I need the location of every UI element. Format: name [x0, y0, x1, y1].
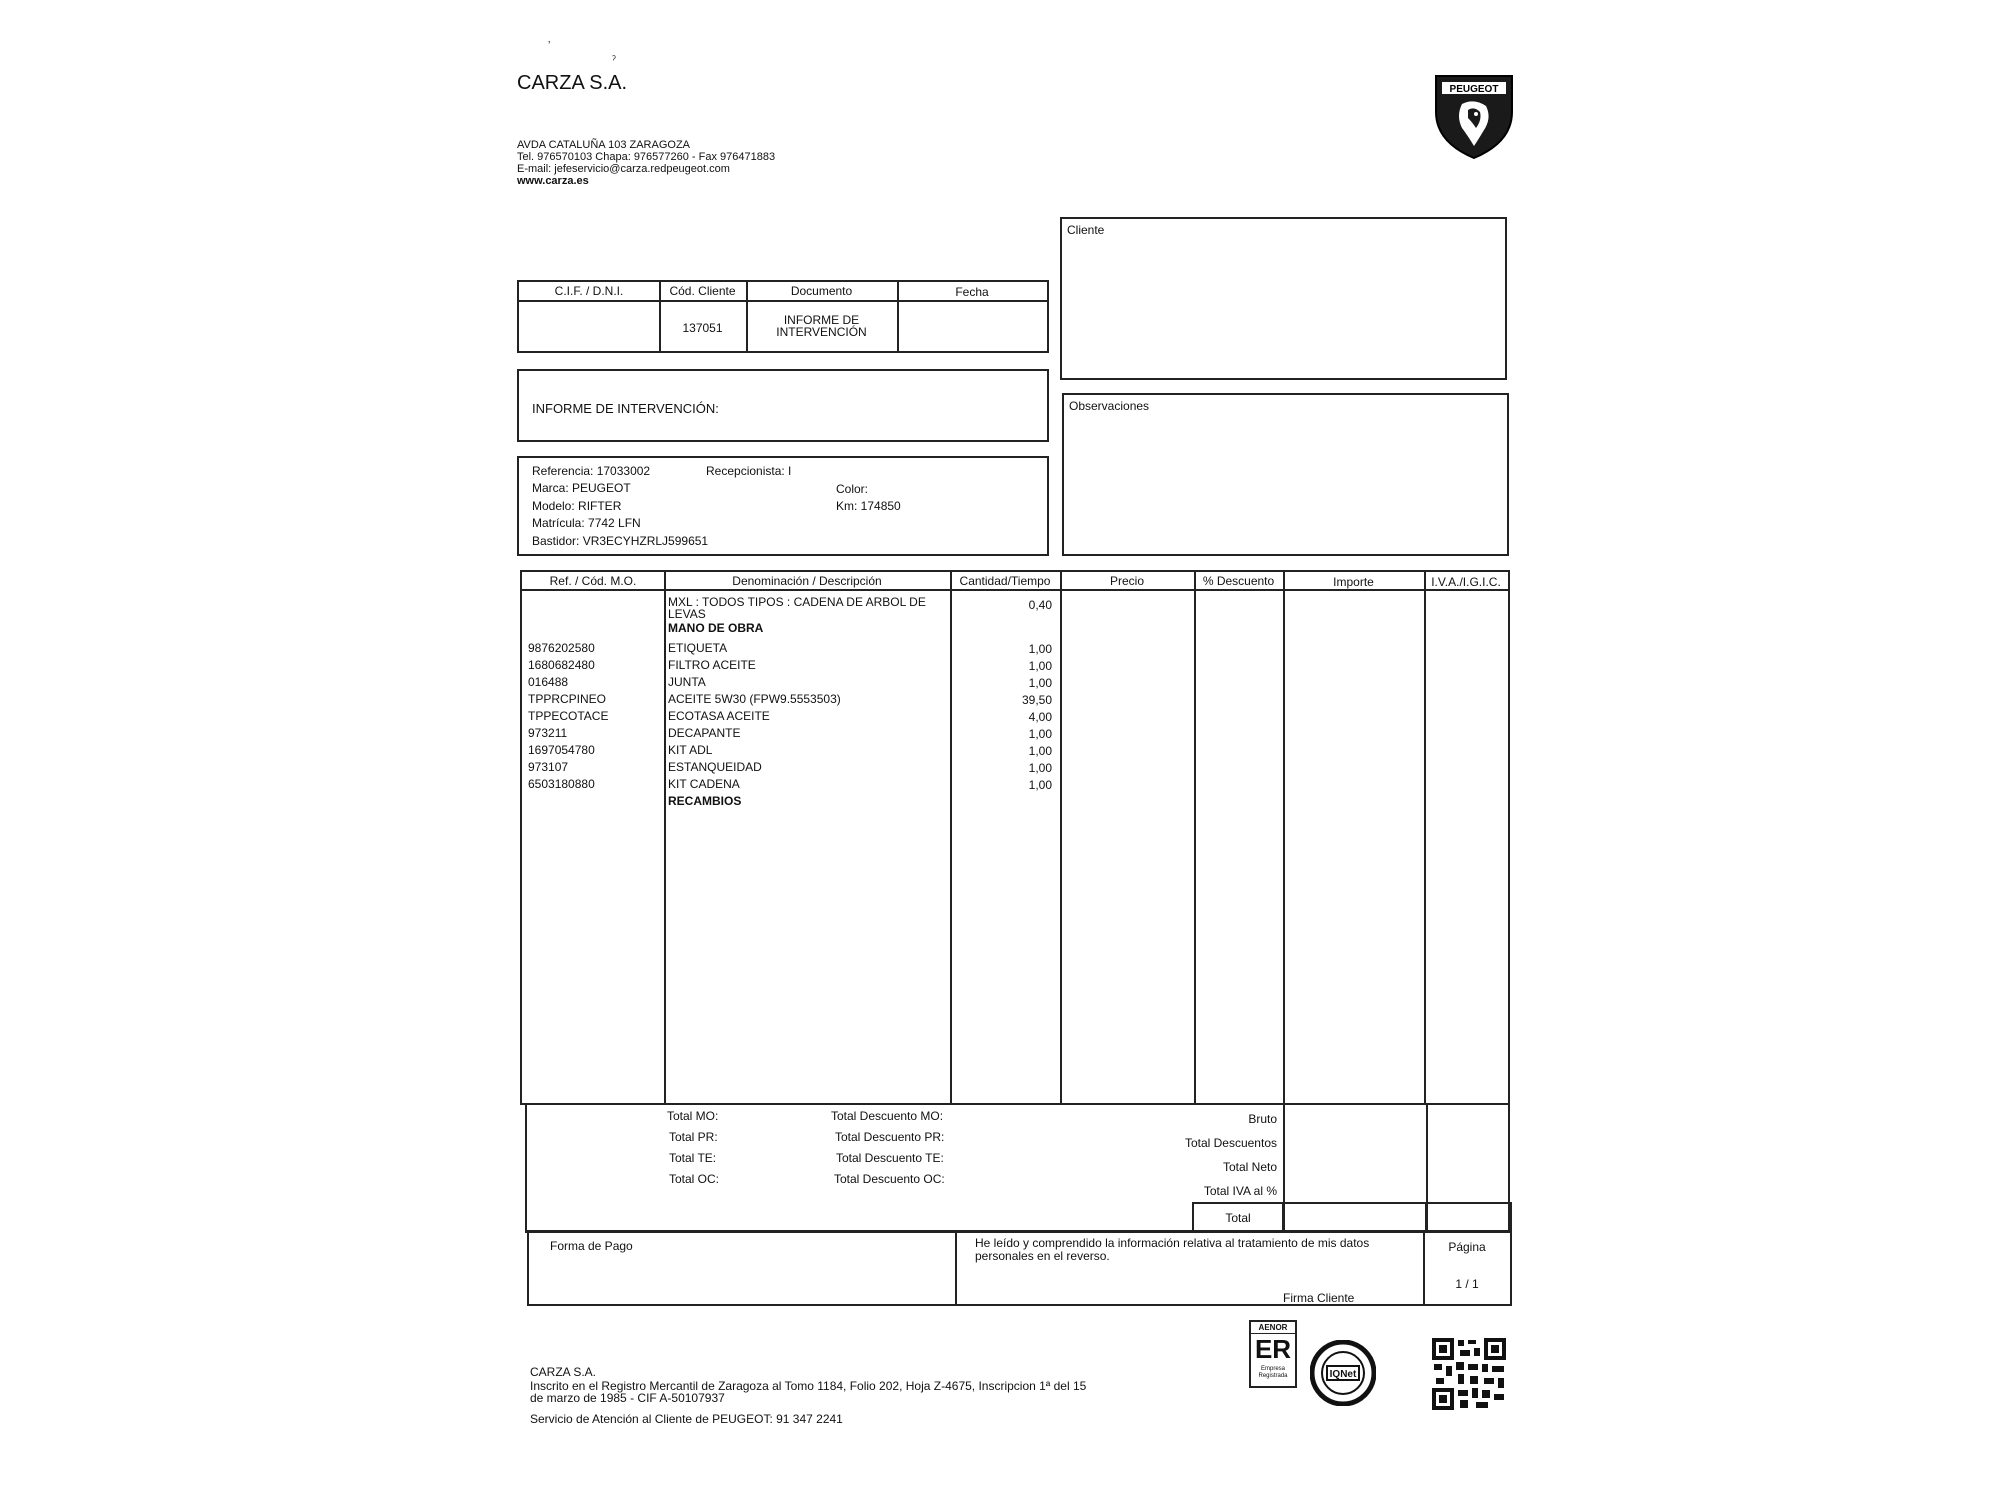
header-precio: Precio	[1109, 574, 1144, 588]
stray-mark-2: ˀ	[612, 54, 616, 66]
total-te-label: Total TE:	[669, 1151, 717, 1165]
part-qty: 1,00	[1028, 778, 1052, 792]
logo-brand-text: PEUGEOT	[1449, 84, 1499, 95]
vehicle-box	[517, 456, 1049, 556]
vehicle-matricula: Matrícula: 7742 LFN	[532, 516, 641, 530]
part-ref: TPPRCPINEO	[528, 692, 607, 706]
pagina-value: 1 / 1	[1455, 1277, 1479, 1291]
legal-service: Servicio de Atención al Cliente de PEUGEOT: 91 347 2241	[530, 1412, 843, 1426]
documento-label: Documento	[790, 284, 853, 298]
part-qty: 4,00	[1028, 710, 1052, 724]
desc-oc-label: Total Descuento OC:	[834, 1172, 945, 1186]
bruto-label: Bruto	[1248, 1112, 1277, 1126]
desc-mo-label: Total Descuento MO:	[831, 1109, 944, 1123]
part-ref: 9876202580	[528, 641, 595, 655]
fecha-label: Fecha	[955, 285, 989, 299]
total-neto-label: Total Neto	[1222, 1160, 1277, 1174]
total-pr-label: Total PR:	[669, 1130, 718, 1144]
header-cantidad: Cantidad/Tiempo	[959, 574, 1051, 588]
part-desc: DECAPANTE	[668, 726, 741, 740]
company-email: E-mail: jefeservicio@carza.redpeugeot.com	[517, 163, 730, 175]
desc-te-label: Total Descuento TE:	[836, 1151, 944, 1165]
header-denominacion: Denominación / Descripción	[732, 574, 882, 588]
report-title: INFORME DE INTERVENCIÓN:	[532, 401, 719, 416]
vehicle-km: Km: 174850	[836, 499, 901, 513]
vehicle-color: Color:	[836, 482, 869, 496]
company-address: AVDA CATALUÑA 103 ZARAGOZA	[517, 139, 690, 151]
total-label: Total	[1225, 1211, 1251, 1225]
part-ref: TPPECOTACE	[528, 709, 609, 723]
part-qty: 1,00	[1028, 642, 1052, 656]
part-ref: 016488	[528, 675, 569, 689]
part-ref: 6503180880	[528, 777, 595, 791]
company-web: www.carza.es	[517, 175, 589, 187]
header-importe: Importe	[1333, 575, 1374, 589]
company-phones: Tel. 976570103 Chapa: 976577260 - Fax 976471883	[517, 151, 776, 163]
part-ref: 1697054780	[528, 743, 595, 757]
company-name: CARZA S.A.	[517, 72, 628, 94]
document-header-table	[517, 280, 1049, 353]
part-ref: 973211	[528, 726, 568, 740]
privacy-notice: He leído y comprendido la información relativa al tratamiento de mis datos personales en el reverso.	[975, 1236, 1370, 1263]
part-desc: ACEITE 5W30 (FPW9.5553503)	[668, 692, 841, 706]
report-title-box	[517, 369, 1049, 442]
forma-pago-label: Forma de Pago	[550, 1239, 633, 1253]
cliente-box	[1060, 217, 1507, 380]
iqnet-cert-icon	[1310, 1340, 1376, 1406]
cod-cliente-value: 137051	[682, 321, 723, 335]
header-ref: Ref. / Cód. M.O.	[549, 574, 637, 588]
items-table	[520, 570, 1510, 1105]
part-qty: 39,50	[1021, 693, 1052, 707]
observaciones-label: Observaciones	[1069, 399, 1150, 413]
part-desc: JUNTA	[668, 675, 706, 689]
part-ref: 1680682480	[528, 658, 595, 672]
part-desc: ECOTASA ACEITE	[668, 709, 770, 723]
part-desc: KIT CADENA	[668, 777, 740, 791]
header-iva: I.V.A./I.G.I.C.	[1431, 575, 1501, 589]
cliente-label: Cliente	[1067, 223, 1105, 237]
header-descuento: % Descuento	[1202, 574, 1275, 588]
cod-cliente-label: Cód. Cliente	[669, 284, 736, 298]
part-qty: 1,00	[1028, 659, 1052, 673]
desc-pr-label: Total Descuento PR:	[835, 1130, 945, 1144]
vehicle-marca: Marca: PEUGEOT	[532, 481, 631, 495]
aenor-er-cert-icon: AENOR ER Empresa Registrada	[1249, 1320, 1297, 1388]
total-row	[1192, 1202, 1512, 1232]
part-qty: 1,00	[1028, 761, 1052, 775]
part-ref: 973107	[528, 760, 569, 774]
part-desc: KIT ADL	[668, 743, 713, 757]
legal-line2: de marzo de 1985 - CIF A-50107937	[530, 1391, 725, 1405]
legal-line1: Inscrito en el Registro Mercantil de Zaragoza al Tomo 1184, Folio 202, Hoja Z-4675, Inscripcion 1ª del 15	[530, 1379, 1087, 1393]
firma-cliente-label: Firma Cliente	[1283, 1291, 1355, 1305]
vehicle-modelo: Modelo: RIFTER	[532, 499, 622, 513]
total-descuentos-label: Total Descuentos	[1184, 1136, 1277, 1150]
part-desc: ETIQUETA	[668, 641, 728, 655]
stray-mark: ʼ	[548, 40, 551, 52]
documento-value: INFORME DE INTERVENCIÓN	[776, 313, 867, 339]
total-mo-label: Total MO:	[667, 1109, 719, 1123]
total-oc-label: Total OC:	[669, 1172, 720, 1186]
part-desc: ESTANQUEIDAD	[668, 760, 762, 774]
svg-text:IQNet: IQNet	[1329, 1369, 1357, 1380]
labour-description: MXL : TODOS TIPOS : CADENA DE ARBOL DE LEVAS	[668, 595, 926, 621]
total-iva-label: Total IVA al %	[1203, 1184, 1277, 1198]
qr-code-icon	[1432, 1338, 1506, 1410]
vehicle-referencia: Referencia: 17033002	[532, 464, 651, 478]
part-desc: FILTRO ACEITE	[668, 658, 756, 672]
labour-section-label: MANO DE OBRA	[668, 621, 764, 635]
part-qty: 1,00	[1028, 676, 1052, 690]
parts-section-label: RECAMBIOS	[668, 794, 742, 808]
observaciones-box	[1062, 393, 1509, 556]
legal-company: CARZA S.A.	[530, 1365, 597, 1379]
part-qty: 1,00	[1028, 744, 1052, 758]
vehicle-recepcionista: Recepcionista: I	[706, 464, 792, 478]
peugeot-lion-shield-icon	[1432, 72, 1516, 160]
part-qty: 1,00	[1028, 727, 1052, 741]
cif-label: C.I.F. / D.N.I.	[554, 284, 624, 298]
pagina-label: Página	[1448, 1240, 1486, 1254]
labour-quantity: 0,40	[1028, 598, 1052, 612]
footer-box	[527, 1230, 1512, 1306]
vehicle-bastidor: Bastidor: VR3ECYHZRLJ599651	[532, 534, 709, 548]
